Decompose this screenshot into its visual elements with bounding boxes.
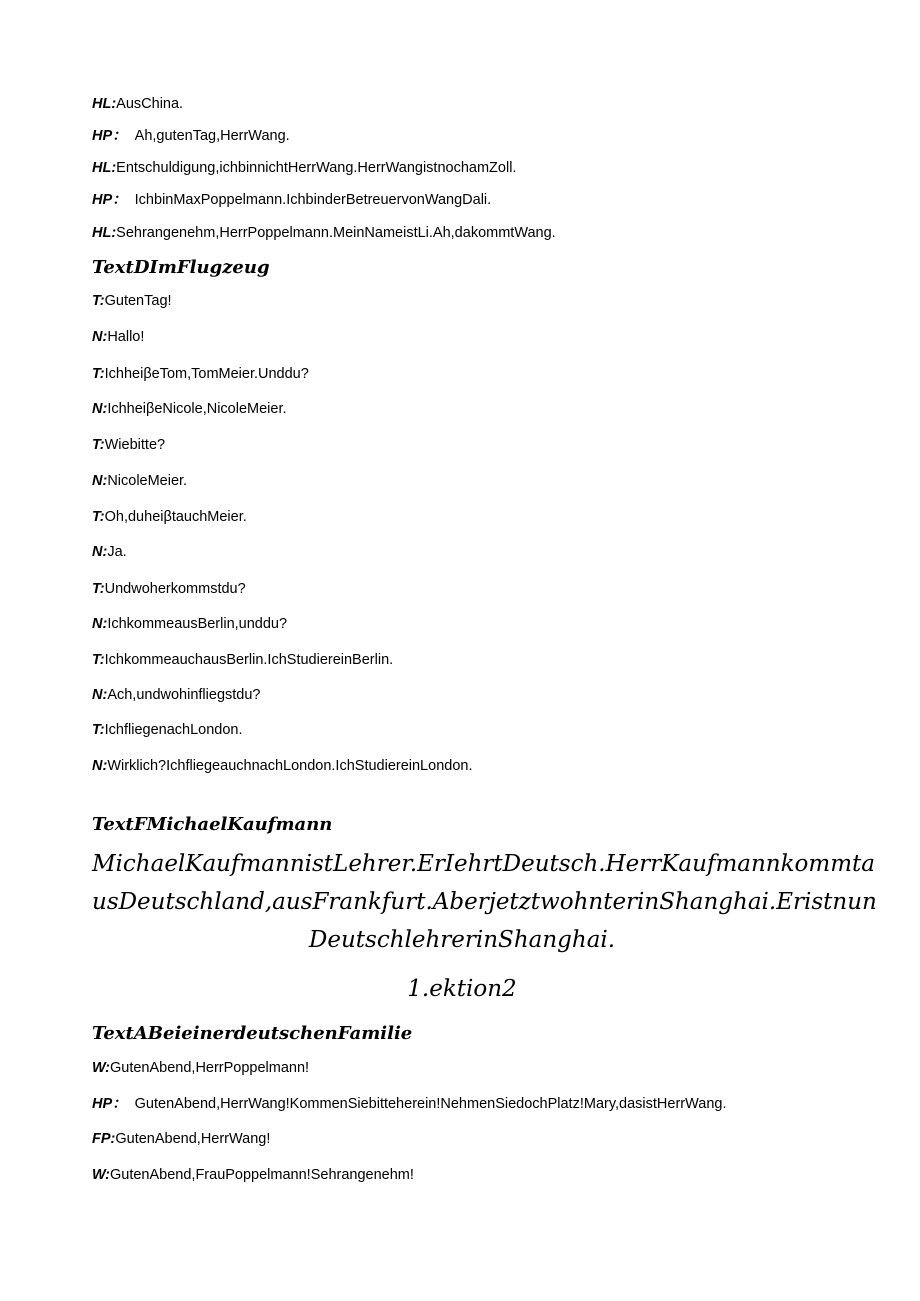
speaker-label: HP： [92,128,127,144]
dialogue-line [92,651,393,669]
speaker-label: T: [92,509,105,525]
speaker-label: HP： [92,1096,127,1112]
dialogue-line [92,365,309,383]
dialogue-line [92,686,260,704]
dialogue-line [92,436,165,454]
dialogue-line [92,328,144,346]
speaker-label: T: [92,293,105,309]
dialogue-text: GutenAbend,FrauPoppelmann!Sehrangenehm! [109,1167,414,1183]
dialogue-text: GutenAbend,HerrPoppelmann! [109,1060,310,1076]
text-f-paragraph [92,845,877,959]
speaker-label: FP: [92,1131,116,1147]
section-heading-text-a: TextABeieinerdeutschenFamilie [92,1023,413,1044]
dialogue-line [92,757,472,775]
lesson-title: 1.ektion2 [407,976,517,1002]
dialogue-line [92,127,290,145]
dialogue-text: Hallo! [107,329,145,345]
dialogue-line [92,95,183,113]
dialogue-text: IchfliegenachLondon. [104,722,243,738]
dialogue-text: IchkommeausBerlin,unddu? [107,616,288,632]
speaker-label: T: [92,581,105,597]
dialogue-text: IchbinMaxPoppelmann.IchbinderBetreuervonWangDali. [134,192,492,208]
dialogue-text: Entschuldigung,ichbinnichtHerrWang.HerrWangistnochamZoll. [116,160,517,176]
dialogue-line [92,472,187,490]
speaker-label: T: [92,366,105,382]
speaker-label: W: [92,1060,110,1076]
dialogue-text: IchkommeauchausBerlin.IchStudiereinBerlin. [104,652,394,668]
section-heading-text-f: TextFMichaelKaufmann [92,814,333,835]
speaker-label: N: [92,473,108,489]
dialogue-text: GutenAbend,HerrWang!KommenSiebitteherein!NehmenSiedochPlatz!Mary,dasistHerrWang. [134,1096,727,1112]
speaker-label: W: [92,1167,110,1183]
dialogue-line [92,508,247,526]
speaker-label: N: [92,544,108,560]
dialogue-text: NicoleMeier. [107,473,188,489]
dialogue-text: IchheiβeTom,TomMeier.Unddu? [104,366,309,382]
speaker-label: N: [92,758,108,774]
speaker-label: HL: [92,160,117,176]
speaker-label: N: [92,401,108,417]
paragraph-line: MichaelKaufmannistLehrer.ErIehrtDeutsch.HerrKaufmannkommta [92,851,875,877]
dialogue-line [92,1166,414,1184]
dialogue-line [92,721,243,739]
dialogue-text: AusChina. [116,96,184,112]
dialogue-text: Ah,gutenTag,HerrWang. [134,128,290,144]
dialogue-text: Ja. [107,544,127,560]
dialogue-text: Oh,duheiβtauchMeier. [104,509,247,525]
speaker-label: T: [92,437,105,453]
dialogue-text: Wirklich?IchfliegeauchnachLondon.IchStudiereinLondon. [107,758,473,774]
dialogue-line [92,1130,270,1148]
dialogue-line [92,224,556,242]
dialogue-text: GutenTag! [104,293,172,309]
dialogue-line [92,1059,309,1077]
dialogue-text: Ach,undwohinfliegstdu? [107,687,261,703]
dialogue-line [92,191,491,209]
dialogue-line [92,400,287,418]
speaker-label: HL: [92,225,117,241]
dialogue-text: GutenAbend,HerrWang! [115,1131,271,1147]
paragraph-line: DeutschlehrerinShanghai. [308,927,616,953]
dialogue-text: IchheiβeNicole,NicoleMeier. [107,401,287,417]
section-heading-text-d: TextDImFlugzeug [92,257,270,278]
dialogue-text: Undwoherkommstdu? [104,581,246,597]
speaker-label: N: [92,687,108,703]
speaker-label: T: [92,722,105,738]
speaker-label: HP： [92,192,127,208]
dialogue-line [92,615,287,633]
dialogue-line [92,292,172,310]
dialogue-line [92,580,246,598]
speaker-label: HL: [92,96,117,112]
dialogue-line [92,1095,726,1113]
paragraph-line: usDeutschland,ausFrankfurt.AberjetztwohnterinShanghai.Eristnun [92,889,877,915]
dialogue-line [92,159,516,177]
speaker-label: N: [92,616,108,632]
speaker-label: T: [92,652,105,668]
dialogue-text: Wiebitte? [104,437,166,453]
dialogue-text: Sehrangenehm,HerrPoppelmann.MeinNameistLi.Ah,dakommtWang. [116,225,556,241]
speaker-label: N: [92,329,108,345]
dialogue-line [92,543,127,561]
